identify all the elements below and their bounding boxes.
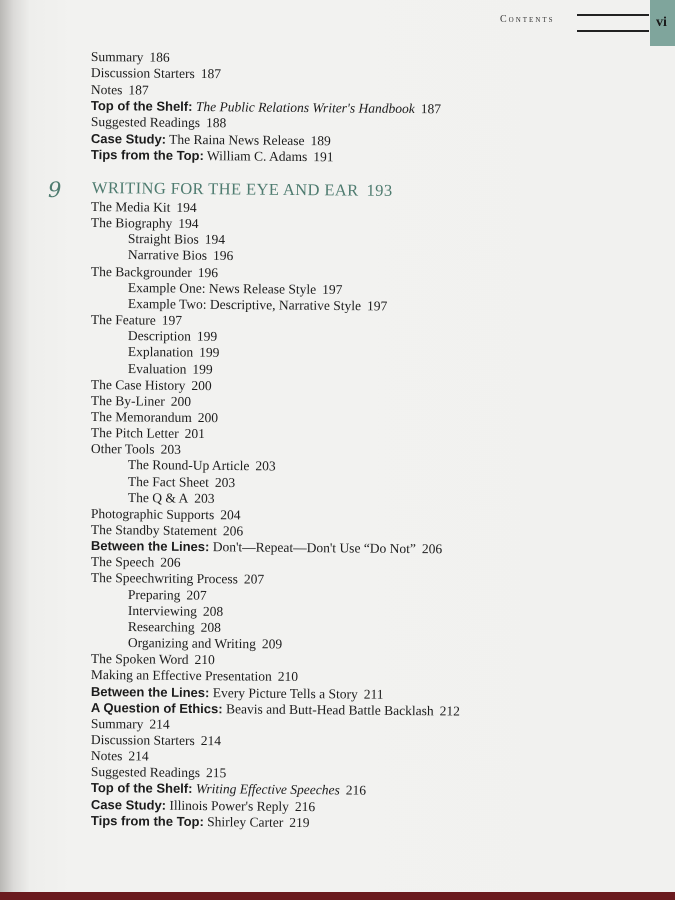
toc-page-number: 214: [200, 732, 222, 749]
toc-entry-title: Summary: [90, 715, 144, 732]
toc-page-number: 194: [178, 215, 199, 232]
toc-feature-prefix: Case Study:: [90, 796, 167, 813]
toc-entry-title: Example One: News Release Style: [127, 279, 317, 297]
toc-page-number: 210: [194, 652, 215, 668]
toc-entry-title: Suggested Readings: [90, 114, 201, 131]
toc-subentry: [128, 247, 234, 264]
toc-page-number: 187: [128, 81, 149, 98]
toc-entry-title: Researching: [127, 618, 195, 635]
toc-entry-title: Making an Effective Presentation: [90, 667, 272, 685]
toc-entry-title: Interviewing: [127, 602, 197, 619]
toc-page-number: 189: [310, 132, 331, 148]
toc-feature-prefix: Between the Lines:: [90, 683, 210, 700]
toc-entry: [91, 748, 149, 765]
toc-entry: [91, 65, 221, 82]
toc-entry-title: The By-Liner: [90, 392, 165, 409]
toc-entry: [91, 312, 182, 329]
toc-page-number: 209: [261, 636, 283, 652]
toc-entry-title: Illinois Power's Reply: [169, 797, 289, 814]
toc-subentry: [128, 361, 213, 378]
toc-feature-prefix: Tips from the Top:: [90, 146, 204, 163]
toc-page-number: 219: [289, 814, 310, 830]
toc-page-number: 206: [421, 541, 443, 557]
toc-page-number: 206: [160, 554, 181, 571]
toc-entry: [91, 199, 197, 216]
toc-entry-title: The Backgrounder: [90, 263, 192, 280]
toc-entry-title: The Q & A: [127, 489, 189, 506]
toc-entry-title: The Memorandum: [90, 408, 192, 425]
toc-entry-title: Preparing: [127, 586, 181, 603]
toc-feature-prefix: Tips from the Top:: [90, 812, 204, 829]
toc-entry: [91, 651, 215, 668]
toc-entry: [91, 522, 243, 539]
toc-feature-entry: [91, 797, 315, 815]
toc-page-number: 197: [161, 312, 183, 328]
toc-entry-title: The Raina News Release: [169, 131, 305, 148]
toc-entry-title: Example Two: Descriptive, Narrative Style: [127, 295, 362, 314]
toc-entry-title: The Case History: [90, 376, 186, 393]
toc-page-number: 216: [345, 782, 367, 799]
toc-feature-entry: [91, 780, 366, 799]
toc-subentry: [128, 328, 217, 345]
toc-feature-prefix: Between the Lines:: [90, 538, 210, 555]
toc-page-number: 200: [170, 393, 192, 409]
toc-entry-title: The Pitch Letter: [90, 425, 179, 441]
toc-feature-prefix: Case Study:: [90, 130, 167, 147]
chapter-title: WRITING FOR THE EYE AND EAR: [91, 178, 359, 200]
toc-entry: [91, 716, 170, 733]
toc-entry: [91, 82, 149, 99]
toc-entry-title: Discussion Starters: [90, 65, 195, 82]
toc-page-number: 215: [205, 765, 227, 781]
toc-feature-prefix: A Question of Ethics:: [90, 699, 223, 716]
toc-entry: [91, 377, 212, 394]
page-number: vi: [656, 15, 667, 30]
toc-page-number: 199: [192, 361, 213, 377]
toc-page-number: 216: [294, 798, 316, 814]
toc-entry-title: Notes: [90, 748, 123, 764]
toc-entry: [91, 393, 191, 410]
toc-entry-title: Evaluation: [127, 360, 187, 377]
toc-entry: [91, 49, 170, 66]
toc-entry-title: Don't—Repeat—Don't Use “Do Not”: [212, 539, 417, 557]
toc-page-number: 196: [212, 248, 234, 264]
toc-page-number: 204: [220, 507, 241, 523]
toc-page-number: 188: [205, 115, 227, 131]
toc-page-number: 203: [214, 474, 236, 490]
toc-entry: [91, 506, 241, 523]
toc-subentry: [128, 587, 207, 604]
toc-entry-title: Suggested Readings: [90, 764, 201, 781]
toc-page-number: 194: [176, 199, 197, 216]
running-header-label: Contents: [500, 14, 555, 25]
toc-entry-title: Discussion Starters: [90, 731, 195, 748]
toc-entry-title: The Standby Statement: [90, 522, 217, 539]
toc-entry-title: Narrative Bios: [127, 247, 208, 264]
toc-entry-title: Beavis and Butt-Head Battle Backlash: [225, 700, 434, 718]
toc-entry: [91, 264, 218, 281]
toc-subentry: [128, 490, 215, 507]
toc-entry: [91, 441, 181, 458]
toc-entry-title: Straight Bios: [127, 231, 199, 247]
toc-entry-title: The Feature: [90, 312, 156, 328]
toc-entry-title: Description: [127, 328, 191, 344]
toc-page-number: 203: [255, 458, 276, 474]
toc-entry-title: Every Picture Tells a Story: [212, 684, 358, 702]
toc-entry: [91, 732, 221, 749]
toc-page-number: 207: [243, 571, 265, 588]
toc-page-number: 206: [222, 523, 244, 539]
toc-page-number: 208: [202, 603, 224, 619]
toc-page-number: 187: [200, 66, 222, 82]
toc-feature-entry: [91, 813, 310, 831]
toc-page-number: 197: [322, 281, 343, 297]
toc-page-number: 191: [313, 148, 334, 165]
chapter-number: 9: [48, 178, 62, 202]
toc-entry-title: Summary: [90, 49, 144, 65]
toc-page-number: 194: [204, 232, 226, 248]
toc-entry-title: The Media Kit: [90, 199, 171, 215]
toc-entry-title: William C. Adams: [206, 147, 308, 164]
toc-entry: [91, 667, 298, 685]
toc-entry-title: The Fact Sheet: [127, 473, 209, 490]
toc-entry-title: Organizing and Writing: [127, 635, 256, 652]
toc-page-number: 200: [197, 409, 219, 426]
toc-subentry: [128, 296, 388, 314]
toc-entry: [91, 764, 227, 781]
toc-subentry: [128, 344, 220, 361]
toc-subentry: [128, 603, 223, 620]
toc-subentry: [128, 280, 343, 298]
toc-entry-title: The Spoken Word: [90, 651, 189, 668]
toc-page-number: 186: [149, 49, 170, 65]
toc-page-number: 199: [196, 328, 218, 345]
toc-page-number: 200: [191, 377, 212, 393]
toc-entry-title: Writing Effective Speeches: [195, 781, 340, 798]
toc-subentry: [128, 635, 282, 652]
toc-entry-title: The Round-Up Article: [127, 457, 250, 474]
toc-feature-prefix: Top of the Shelf:: [90, 97, 193, 114]
toc-entry-title: The Biography: [90, 215, 173, 231]
toc-page-number: 197: [366, 298, 388, 314]
toc-subentry: [128, 619, 221, 636]
toc-page-number: 210: [277, 669, 299, 685]
toc-page-number: 203: [160, 441, 181, 458]
toc-entry-title: The Speech: [90, 554, 155, 570]
toc-entry: [91, 409, 218, 426]
toc-subentry: [128, 457, 276, 474]
toc-page-number: 207: [186, 587, 207, 603]
toc-entry-title: Notes: [90, 81, 123, 97]
toc-entry-title: The Public Relations Writer's Handbook: [195, 98, 415, 116]
toc-page-number: 214: [149, 716, 170, 732]
toc-entry-title: Explanation: [127, 344, 194, 360]
toc-subentry: [128, 474, 235, 491]
toc-entry-title: Photographic Supports: [90, 505, 215, 523]
toc-page-number: 208: [200, 619, 221, 635]
toc-page-number: 201: [184, 425, 205, 442]
toc-page-number: 211: [363, 686, 384, 702]
toc-entry: [91, 215, 199, 232]
toc-entry-title: Shirley Carter: [207, 813, 284, 830]
toc-page-number: 212: [439, 702, 461, 719]
toc-entry: [91, 425, 205, 442]
toc-entry: [91, 554, 181, 571]
toc-page-number: 199: [199, 345, 220, 361]
toc-entry: [91, 570, 264, 588]
toc-entry-title: The Speechwriting Process: [90, 570, 238, 587]
toc-page-number: 214: [128, 748, 149, 764]
toc-feature-entry: [91, 131, 331, 149]
toc-page-number: 203: [194, 490, 215, 506]
toc-page-number: 187: [420, 101, 442, 117]
toc-subentry: [128, 231, 225, 248]
toc-feature-entry: [91, 147, 334, 165]
chapter-page: 193: [366, 180, 393, 200]
toc-entry-title: Other Tools: [90, 441, 155, 457]
toc-page-number: 196: [197, 264, 219, 280]
toc-feature-prefix: Top of the Shelf:: [90, 780, 193, 797]
toc-entry: [91, 114, 227, 131]
